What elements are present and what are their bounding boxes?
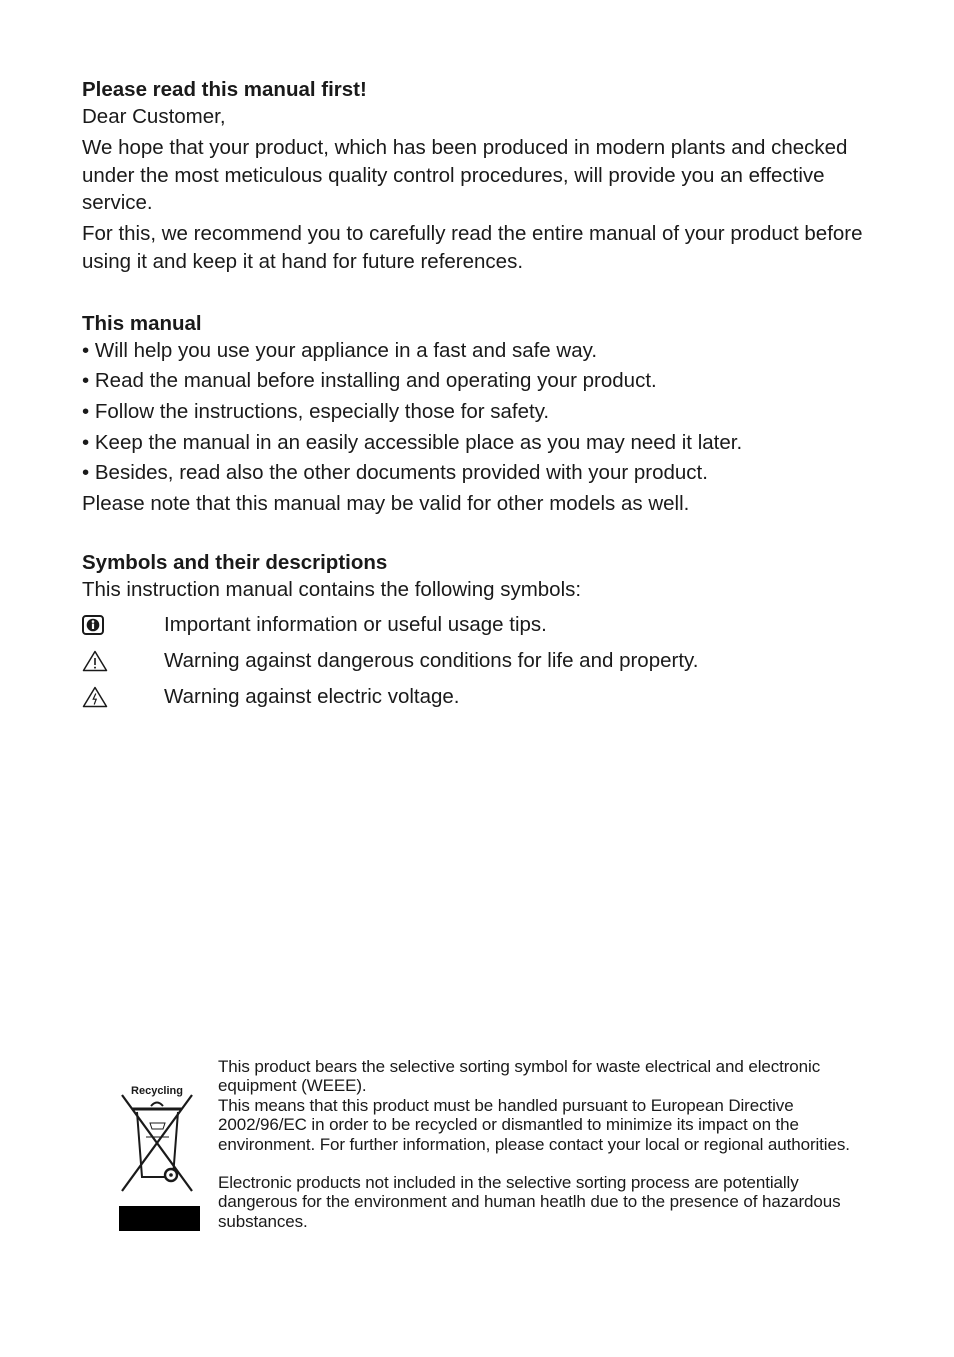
- weee-bin-icon: [118, 1081, 202, 1238]
- symbol-row-info: [82, 611, 872, 647]
- list-item: • Read the manual before installing and operating your product.: [82, 369, 657, 393]
- manual-page: [82, 76, 872, 719]
- weee-text: [218, 1057, 868, 1231]
- info-icon: [82, 611, 164, 639]
- manual-heading: This manual: [82, 311, 202, 335]
- symbol-row-electric: [82, 683, 872, 719]
- electric-warning-icon: [82, 683, 164, 711]
- symbols-intro: This instruction manual contains the following symbols:: [82, 577, 582, 601]
- list-item: • Will help you use your appliance in a fast and safe way.: [82, 338, 598, 362]
- manual-bullet-list: [82, 337, 872, 487]
- warning-icon: [82, 647, 164, 675]
- list-item: • Besides, read also the other documents provided with your product.: [82, 461, 708, 485]
- symbol-row-warning: [82, 647, 872, 683]
- symbol-text-info: Important information or useful usage tips.: [164, 613, 547, 637]
- greeting: Dear Customer,: [82, 105, 226, 128]
- intro-heading: Please read this manual first!: [82, 78, 367, 101]
- weee-paragraph-1b: This means that this product must be handled pursuant to European Directive 2002/96/EC in order to be recycled or dismantled to minimize its impact on the environment. For further information, please contact your local or regional authorities.: [218, 1095, 850, 1154]
- list-item: • Keep the manual in an easily accessible place as you may need it later.: [82, 430, 743, 454]
- intro-paragraph-1: We hope that your product, which has been produced in modern plants and checked under the most meticulous quality control procedures, will provide you an effective service.: [82, 136, 848, 214]
- list-item: • Follow the instructions, especially those for safety.: [82, 399, 550, 423]
- intro-paragraph-2: For this, we recommend you to carefully read the entire manual of your product before using it and keep it at hand for future references.: [82, 222, 863, 273]
- symbols-heading: Symbols and their descriptions: [82, 550, 388, 574]
- weee-paragraph-1a: This product bears the selective sorting symbol for waste electrical and electronic equipment (WEEE).: [218, 1057, 821, 1096]
- symbol-text-warning: Warning against dangerous conditions for life and property.: [164, 649, 699, 673]
- weee-paragraph-2: Electronic products not included in the selective sorting process are potentially dangerous for the environment and human heatlh due to the presence of hazardous substances.: [218, 1173, 841, 1231]
- symbol-text-electric: Warning against electric voltage.: [164, 685, 460, 709]
- weee-icon-label: Recycling: [131, 1085, 183, 1097]
- manual-note: Please note that this manual may be valid for other models as well.: [82, 491, 690, 515]
